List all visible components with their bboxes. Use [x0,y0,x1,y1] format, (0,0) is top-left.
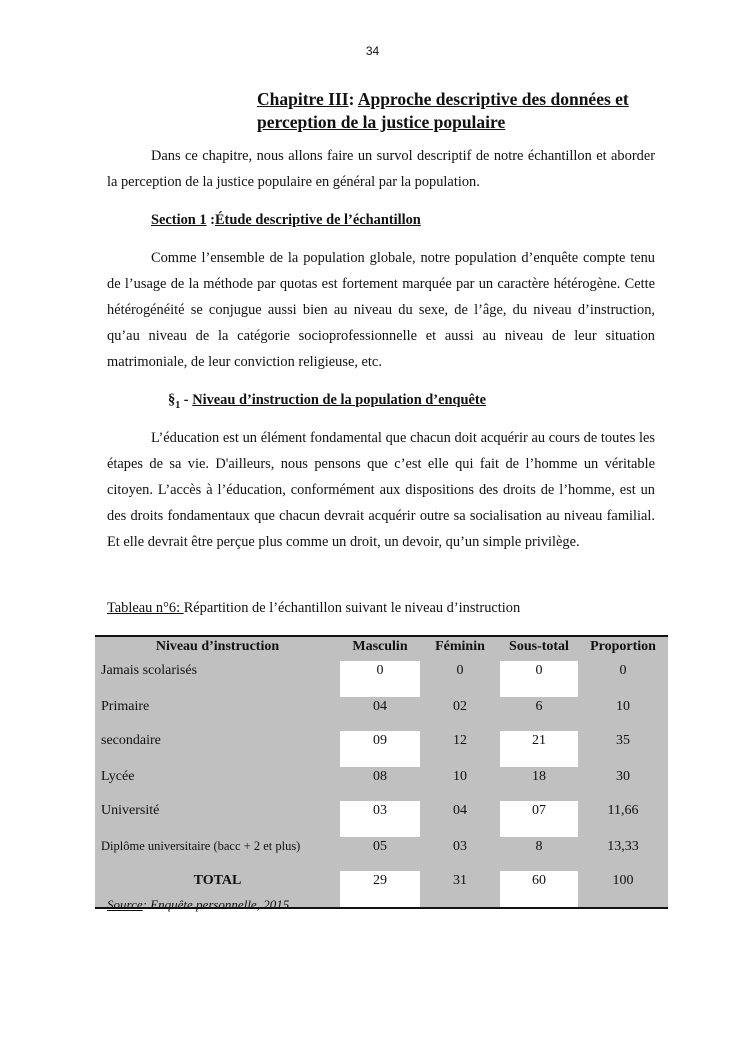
title-separator: : [348,89,358,109]
page-number: 34 [365,44,380,58]
subsection-dash: - [180,392,193,408]
table-cell: 21 [500,731,578,767]
header-niveau: Niveau d’instruction [155,639,280,654]
table-row [95,697,668,731]
table-row [95,661,668,697]
subsection-title: Niveau d’instruction de la population d’enquête [192,392,487,408]
table-cell: 29 [340,871,420,908]
row-label: secondaire [101,733,161,748]
table-cell: 02 [453,699,467,714]
subsection-heading [168,392,486,411]
table-cell: 13,33 [607,839,639,854]
table-cell: 0 [500,661,578,697]
chapter-title [257,88,677,134]
source-label: Source [107,897,143,912]
intro-paragraph: Dans ce chapitre, nous allons faire un survol descriptif de notre échantillon et aborder la perception de la justice populaire en général par la population. [107,148,655,190]
table-row [95,767,668,801]
table-cell: 10 [616,699,630,714]
table-row [95,801,668,837]
header-proportion: Proportion [590,639,656,654]
section-title: Étude descriptive de l’échantillon [214,212,421,228]
header-feminin: Féminin [435,639,485,654]
table-cell: 11,66 [607,803,639,818]
table-cell: 6 [535,699,543,714]
row-label: Lycée [101,769,135,784]
table-source [107,897,289,913]
table-cell: 08 [373,769,387,784]
table-cell: 10 [453,769,467,784]
table-cell: 8 [535,839,543,854]
chapter-title-line2: perception de la justice populaire [257,112,506,132]
paragraph-2: L’éducation est un élément fondamental que chacun doit acquérir au cours de toutes les étapes de sa vie. D'ailleurs, nous pensons que c’est elle qui fait de l’homme un véritable citoyen. L’accès à l’éducation, conformément aux dispositions des droits de l’homme, est un des droits fondamentaux que chacun devrait acquérir outre sa socialisation au niveau familial. Et elle devrait être perçue plus comme un droit, un devoir, qu’un simple privilège. [107,430,655,550]
table-caption [107,600,520,617]
table-cell: 100 [612,873,634,888]
table-cell: 03 [340,801,420,837]
table-cell: 12 [453,733,467,748]
table-cell: 0 [456,663,464,678]
row-label: Primaire [101,699,150,714]
table-cell: 30 [616,769,630,784]
table-row [95,837,668,871]
table-header-row [95,636,668,661]
chapter-label: Chapitre III [257,89,349,109]
source-text: : Enquête personnelle, 2015 [142,897,290,912]
table-cell: 04 [373,699,387,714]
row-label: Jamais scolarisés [101,663,198,678]
header-masculin: Masculin [352,639,408,654]
paragraph-1: Comme l’ensemble de la population globale, notre population d’enquête compte tenu de l’usage de la méthode par quotas est fortement marquée par un caractère hétérogène. Cette hétérogénéité se conjugue aussi bien au niveau du sexe, de l’âge, du niveau d’instruction, qu’au niveau de la catégorie socioprofessionnelle et aussi au niveau de leur situation matrimoniale, de leur conviction religieuse, etc. [107,250,655,370]
chapter-title-line1: Approche descriptive des données et [357,89,629,109]
row-label: TOTAL [193,873,242,888]
section-separator: : [206,212,215,228]
row-label: Diplôme universitaire (bacc + 2 et plus) [101,839,301,853]
table-cell: 04 [453,803,467,818]
section-heading [151,212,421,229]
table-cell: 07 [500,801,578,837]
table-cell: 60 [500,871,578,908]
section-label: Section 1 [151,212,207,228]
subsection-number: 1 [175,399,181,411]
section-symbol: § [168,392,176,408]
row-label: Université [101,803,160,818]
table-row [95,731,668,767]
table-cell: 05 [373,839,387,854]
table-cell: 03 [453,839,467,854]
education-table [95,635,668,909]
table-cell: 0 [340,661,420,697]
table-cell: 09 [340,731,420,767]
table-cell: 31 [453,873,467,888]
table-cell: 18 [532,769,546,784]
table-cell: 35 [616,733,630,748]
table-cell: 0 [619,663,627,678]
header-sous-total: Sous-total [509,639,569,654]
caption-label: Tableau n°6: [107,600,184,616]
caption-text: Répartition de l’échantillon suivant le niveau d’instruction [183,600,521,616]
